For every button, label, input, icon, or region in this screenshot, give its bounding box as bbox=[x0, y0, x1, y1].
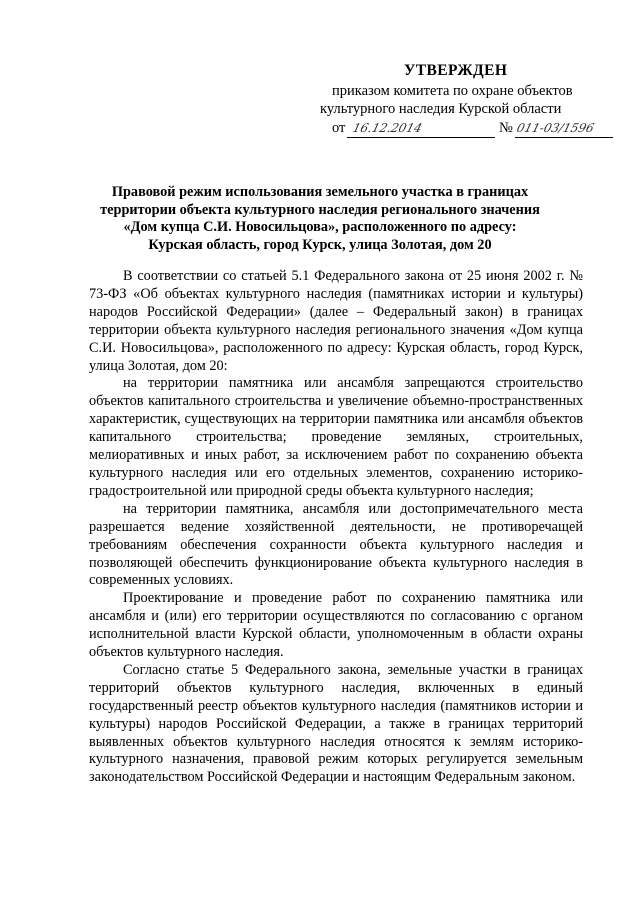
handwritten-number: 011-03/1596 bbox=[515, 121, 596, 135]
paragraph-1: В соответствии со статьей 5.1 Федерального закона от 25 июня 2002 г. № 73-ФЗ «Об объектах культурного наследия (памятниках истории и культуры) народов Российской Федерации» (далее – Федеральный закон) в границах территории объекта культурного наследия регионального значения «Дом купца С.И. Новосильцова», расположенного по адресу: Курская область, город Курск, улица Золотая, дом 20: bbox=[89, 268, 583, 374]
document-title bbox=[70, 184, 570, 254]
document-body bbox=[89, 268, 583, 787]
paragraph-2: на территории памятника или ансамбля запрещаются строительство объектов капитального строительства и увеличение объемно-пространственных характеристик, существующих на территории памятника или ансамбля объектов капитального строительства; проведение земляных, строительных, мелиоративных и иных работ, за исключением работ по сохранению объекта культурного наследия или его отдельных элементов, сохранению историко-градостроительной или природной среды объекта культурного наследия; bbox=[89, 375, 583, 499]
approval-line-2: культурного наследия Курской области bbox=[320, 101, 562, 117]
paragraph-3: на территории памятника, ансамбля или достопримечательного места разрешается ведение хозяйственной деятельности, не противоречащей требованиям обеспечения сохранности объекта культурного наследия и позволяющей обеспечить функционирование объекта культурного наследия в современных условиях. bbox=[89, 500, 583, 589]
title-line-1: Правовой режим использования земельного участка в границах bbox=[111, 184, 529, 200]
title-line-4: Курская область, город Курск, улица Золотая, дом 20 bbox=[148, 236, 492, 253]
number-prefix: № bbox=[499, 120, 513, 136]
date-prefix: от bbox=[332, 120, 346, 136]
paragraph-4: Проектирование и проведение работ по сохранению памятника или ансамбля и (или) его территории осуществляются по согласованию с органом исполнительной власти Курской области, уполномоченным в области охраны объектов культурного наследия. bbox=[89, 590, 583, 661]
approval-date-number-line bbox=[332, 119, 613, 138]
number-field bbox=[515, 119, 613, 138]
approval-line-1: приказом комитета по охране объектов bbox=[332, 83, 573, 99]
title-line-3: «Дом купца С.И. Новосильцова», расположенного по адресу: bbox=[123, 219, 517, 235]
title-line-2: территории объекта культурного наследия регионального значения bbox=[100, 201, 540, 218]
approval-header: УТВЕРЖДЕН bbox=[404, 62, 508, 79]
paragraph-5: Согласно статье 5 Федерального закона, земельные участки в границах территорий объектов культурного наследия, включенных в единый государственный реестр объектов культурного наследия (памятников истории и культуры) народов Российской Федерации, а также в границах территорий выявленных объектов культурного наследия относятся к землям историко-культурного назначения, правовой режим которых регулируется земельным законодательством Российской Федерации и настоящим Федеральным законом. bbox=[89, 661, 583, 786]
date-field bbox=[347, 119, 495, 138]
handwritten-date: 16.12.2014 bbox=[351, 121, 424, 135]
